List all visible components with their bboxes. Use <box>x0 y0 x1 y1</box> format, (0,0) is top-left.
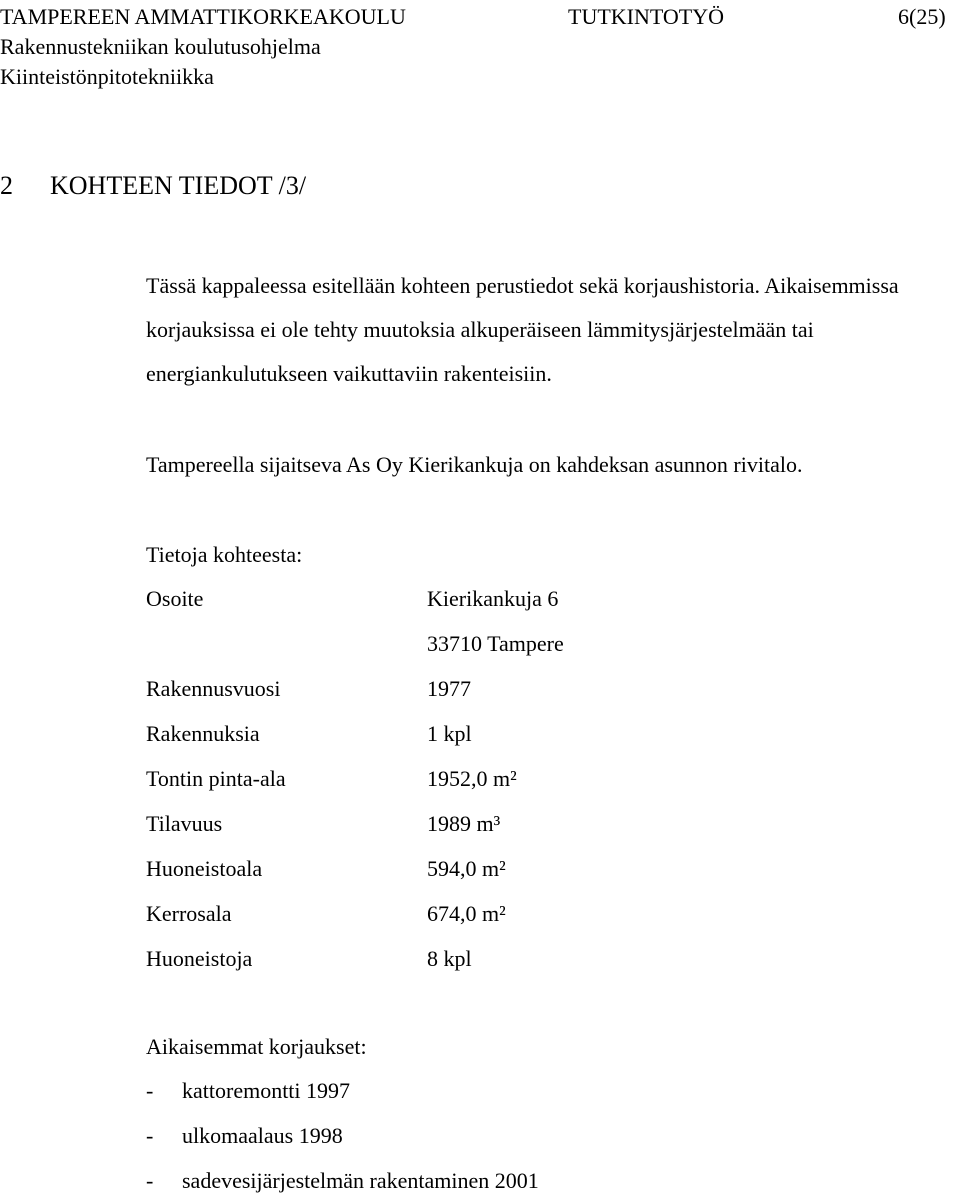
fact-label: Tilavuus <box>146 811 223 836</box>
program-name: Rakennustekniikan koulutusohjelma <box>0 34 321 59</box>
section-title: KOHTEEN TIEDOT /3/ <box>50 171 307 200</box>
school-name: TAMPEREEN AMMATTIKORKEAKOULU <box>0 4 406 29</box>
location-paragraph: Tampereella sijaitseva As Oy Kierikankuja on kahdeksan asunnon rivitalo. <box>146 452 803 477</box>
repairs-heading: Aikaisemmat korjaukset: <box>146 1034 367 1059</box>
section-number: 2 <box>0 171 13 200</box>
fact-value: 1952,0 m² <box>427 766 517 791</box>
header-row-3 <box>0 60 960 90</box>
header-row-1 <box>0 0 960 30</box>
fact-label: Huoneistoja <box>146 946 253 971</box>
repair-text: sadevesijärjestelmän rakentaminen 2001 <box>182 1168 539 1193</box>
page-number: 6(25) <box>898 4 946 29</box>
fact-label: Tontin pinta-ala <box>146 766 286 791</box>
fact-value: 8 kpl <box>427 946 472 971</box>
fact-value: Kierikankuja 6 <box>427 586 559 611</box>
document-type: TUTKINTOTYÖ <box>568 4 725 29</box>
repair-text: kattoremontti 1997 <box>182 1078 351 1103</box>
list-bullet: - <box>146 1168 154 1193</box>
repair-text: ulkomaalaus 1998 <box>182 1123 343 1148</box>
header-row-2 <box>0 30 960 60</box>
fact-value: 1989 m³ <box>427 811 501 836</box>
section-heading <box>0 168 306 204</box>
fact-label: Rakennuksia <box>146 721 260 746</box>
fact-value: 594,0 m² <box>427 856 506 881</box>
fact-label: Kerrosala <box>146 901 232 926</box>
fact-value: 674,0 m² <box>427 901 506 926</box>
facts-heading: Tietoja kohteesta: <box>146 542 303 567</box>
fact-label: Huoneistoala <box>146 856 263 881</box>
specialization-name: Kiinteistönpitotekniikka <box>0 64 214 89</box>
fact-label: Osoite <box>146 586 204 611</box>
list-bullet: - <box>146 1078 154 1103</box>
fact-value: 33710 Tampere <box>427 631 564 656</box>
intro-paragraph: Tässä kappaleessa esitellään kohteen perustiedot sekä korjaushistoria. Aikaisemmissa korjauksissa ei ole tehty muutoksia alkuperäiseen lämmitysjärjestelmään tai energiankulutukseen vaikuttaviin rakenteisiin. <box>146 273 899 386</box>
fact-value: 1 kpl <box>427 721 472 746</box>
page-header <box>0 0 960 90</box>
fact-value: 1977 <box>427 676 471 701</box>
list-bullet: - <box>146 1123 154 1148</box>
fact-label: Rakennusvuosi <box>146 676 281 701</box>
